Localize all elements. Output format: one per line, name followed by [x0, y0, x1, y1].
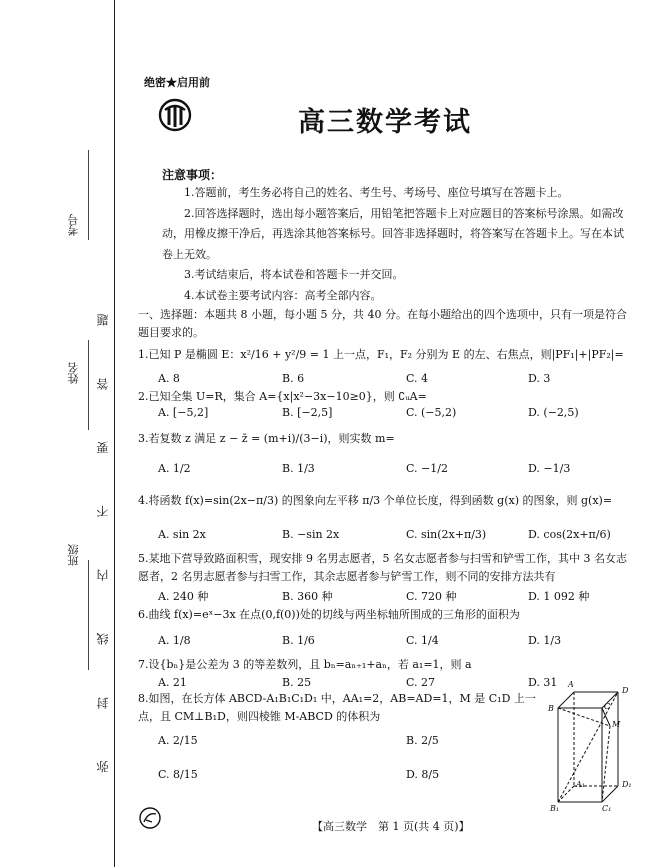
option-b: B. 25 — [282, 676, 312, 689]
question-2: 2.已知全集 U=R，集合 A={x|x²−3x−10≥0}，则 ∁ᵤA= — [138, 390, 427, 403]
name-underline — [88, 340, 89, 430]
vertex-label: A₁ — [576, 780, 585, 789]
notice-item: 4.本试卷主要考试内容：高考全部内容。 — [184, 288, 382, 302]
option-b: B. 1/3 — [282, 462, 315, 475]
notice-list — [162, 183, 632, 306]
page-title: 高三数学考试 — [298, 107, 472, 138]
option-b: B. 2/5 — [406, 734, 439, 747]
notice-item: 3.考试结束后，将本试卷和答题卡一并交回。 — [184, 268, 404, 281]
option-a: A. 21 — [158, 676, 187, 689]
option-c: C. 720 种 — [406, 590, 457, 603]
secret-mark: 绝密★启用前 — [144, 76, 210, 89]
option-d: D. 8/5 — [406, 768, 440, 781]
exam-number-underline — [88, 150, 89, 240]
option-d: D. (−2,5) — [528, 406, 579, 419]
question-6: 6.曲线 f(x)=eˣ−3x 在点(0,f(0))处的切线与两坐标轴所围成的三角形的面积为 — [138, 608, 520, 621]
option-c: C. sin(2x+π/3) — [406, 528, 487, 541]
question-4: 4.将函数 f(x)=sin(2x−π/3) 的图象向左平移 π/3 个单位长度，得到函数 g(x) 的图象，则 g(x)= — [138, 494, 613, 507]
option-a: A. 2/15 — [158, 734, 198, 747]
option-b: B. 1/6 — [282, 634, 315, 647]
vertex-label: A — [568, 680, 574, 689]
option-d: D. −1/3 — [528, 462, 571, 475]
option-a: A. 240 种 — [158, 590, 209, 603]
class-underline — [88, 560, 89, 670]
notice-item: 1.答题前，考生务必将自己的姓名、考生号、考场号、座位号填写在答题卡上。 — [184, 186, 569, 199]
vertex-label: M — [612, 720, 621, 729]
question-3: 3.若复数 z 满足 z − z̄ = (m+i)/(3−i)，则实数 m= — [138, 432, 395, 445]
vertex-label: D — [622, 686, 629, 695]
option-d: D. cos(2x+π/6) — [528, 528, 611, 541]
question-5: 5.某地下营导致路面积雪，现安排 9 名男志愿者，5 名女志愿者参与扫雪和铲雪工作，其中 3 名女志愿者，2 名男志愿者参与扫雪工作，其余志愿者参与铲雪工作，则不同的安排方法共有 — [138, 552, 627, 583]
question-1: 1.已知 P 是椭圆 E：x²/16 + y²/9 = 1 上一点，F₁，F₂ 分别为 E 的左、右焦点，则|PF₁|+|PF₂|= — [138, 348, 624, 361]
option-d: D. 31 — [528, 676, 558, 689]
option-d: D. 3 — [528, 372, 551, 385]
option-b: B. 6 — [282, 372, 305, 385]
option-a: A. [−5,2] — [158, 406, 209, 419]
class-label: 班级 — [67, 544, 80, 566]
vertex-label: B₁ — [550, 804, 560, 813]
option-a: A. 8 — [158, 372, 180, 385]
option-b: B. 360 种 — [282, 590, 333, 603]
vertex-label: B — [548, 704, 554, 713]
option-c: C. (−5,2) — [406, 406, 457, 419]
vertex-label: C — [604, 702, 611, 711]
vertex-label: C₁ — [602, 804, 612, 813]
option-d: D. 1 092 种 — [528, 590, 590, 603]
exam-page — [128, 0, 638, 867]
exam-logo-icon — [158, 98, 192, 132]
page-footer: 【高三数学 第 1 页(共 4 页)】 — [312, 820, 470, 833]
notice-item: 2.回答选择题时，选出每小题答案后，用铅笔把答题卡上对应题目的答案标号涂黑。如需改动，用橡皮擦干净后，再选涂其他答案标号。回答非选择题时，将答案写在答题卡上。写在本试卷上无效。 — [162, 206, 624, 261]
option-c: C. 4 — [406, 372, 429, 385]
question-7: 7.设{bₙ}是公差为 3 的等差数列，且 bₙ=aₙ₊₁+aₙ，若 a₁=1，则 a — [138, 658, 472, 671]
section-intro: 一、选择题：本题共 8 小题，每小题 5 分，共 40 分。在每小题给出的四个选项中，只有一项是符合题目要求的。 — [138, 308, 627, 339]
option-c: C. 1/4 — [406, 634, 439, 647]
name-label: 姓名 — [67, 362, 80, 384]
notice-heading: 注意事项： — [162, 168, 223, 182]
question-8: 8.如图，在长方体 ABCD-A₁B₁C₁D₁ 中，AA₁=2，AB=AD=1，M 是 C₁D 上一点，且 CM⊥B₁D，则四棱锥 M-ABCD 的体积为 — [138, 692, 536, 723]
option-a: A. sin 2x — [158, 528, 206, 541]
publisher-logo-icon — [138, 806, 162, 830]
option-c: C. −1/2 — [406, 462, 448, 475]
option-b: B. [−2,5] — [282, 406, 333, 419]
figure-labels — [546, 680, 641, 815]
option-b: B. −sin 2x — [282, 528, 340, 541]
option-c: C. 8/15 — [158, 768, 198, 781]
binding-line — [114, 0, 115, 867]
binding-warning: 弥 封 线 内 不 要 答 题 — [96, 290, 110, 773]
vertex-label: D₁ — [622, 780, 632, 789]
option-a: A. 1/8 — [158, 634, 191, 647]
option-a: A. 1/2 — [158, 462, 191, 475]
exam-number-label: 考号 — [67, 214, 80, 236]
option-c: C. 27 — [406, 676, 436, 689]
option-d: D. 1/3 — [528, 634, 562, 647]
